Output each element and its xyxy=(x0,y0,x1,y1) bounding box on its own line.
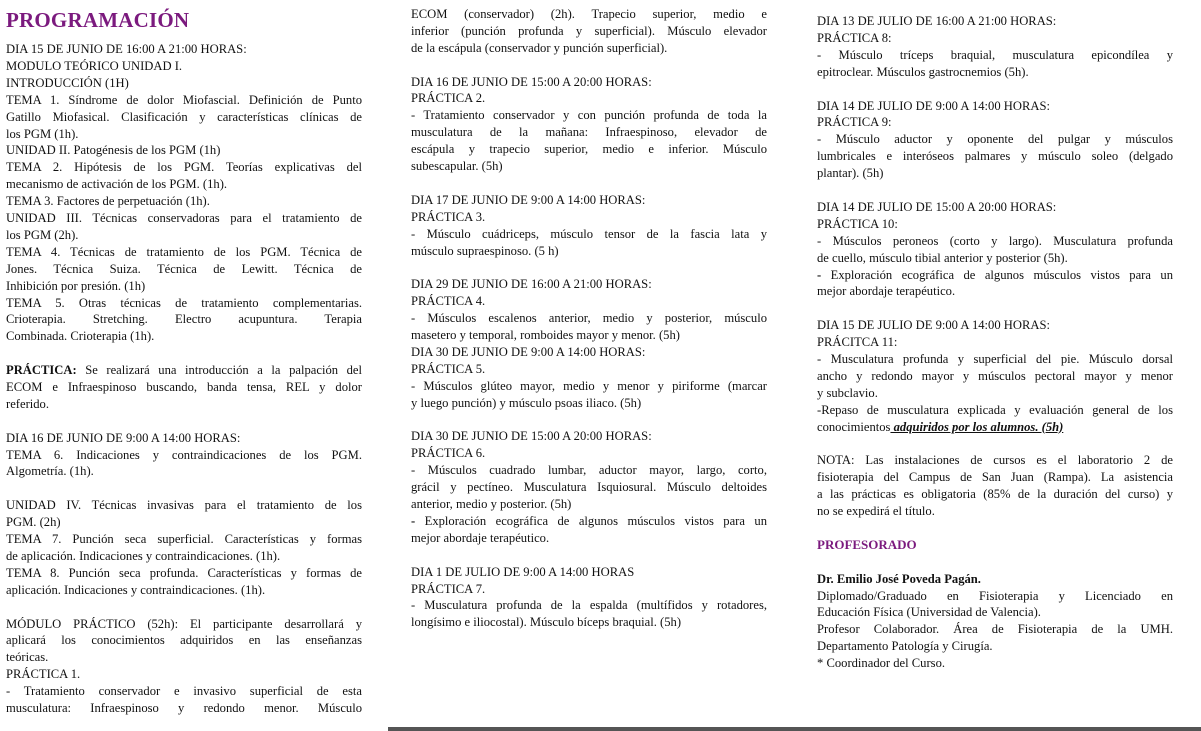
text-line: UNIDAD III. Técnicas conservadoras para el tratamiento de xyxy=(6,211,362,226)
text-line: y subclavio. xyxy=(817,385,878,400)
text-line: DIA 14 DE JULIO DE 15:00 A 20:00 HORAS: xyxy=(817,199,1057,214)
text-line: TEMA 5. Otras técnicas de tratamiento complementarias. xyxy=(6,295,362,310)
text-line: no se expedirá el título. xyxy=(817,504,935,519)
spacer xyxy=(817,554,1173,571)
spacer xyxy=(411,57,767,74)
text-line: TEMA 6. Indicaciones y contraindicaciones de los PGM. xyxy=(6,447,362,462)
text-line: conocimientos adquiridos por los alumnos. (5h) xyxy=(817,419,1064,434)
text-line: plantar). (5h) xyxy=(817,166,884,181)
spacer xyxy=(6,345,362,362)
text-line: a las prácticas es obligatoria (85% de la duración del curso) y xyxy=(817,487,1173,502)
text-line: PRÁCTICA 9: xyxy=(817,115,892,130)
spacer xyxy=(411,412,767,429)
text-line: PRÁCTICA 4. xyxy=(411,294,486,309)
text-line: - Tratamiento conservador e invasivo superficial de esta xyxy=(6,684,362,699)
text-line: INTRODUCCIÓN (1H) xyxy=(6,75,129,90)
text-line: TEMA 7. Punción seca superficial. Características y formas xyxy=(6,532,362,547)
text-line: - Musculatura profunda de la espalda (multífidos y rotadores, xyxy=(411,598,767,613)
text-line: músculo supraespinoso. (5 h) xyxy=(411,243,559,258)
text-line: MODULO TEÓRICO UNIDAD I. xyxy=(6,58,183,73)
text-line: teóricas. xyxy=(6,650,49,665)
text-line: musculatura: Infraespinoso y redondo menor. Músculo xyxy=(6,701,362,716)
spacer xyxy=(411,175,767,192)
text-line: - Exploración ecográfica de algunos músculos vistos para un xyxy=(817,267,1173,282)
text-line: subescapular. (5h) xyxy=(411,159,503,174)
text-line: masetero y temporal, romboides mayor y menor. (5h) xyxy=(411,328,680,343)
text-line: TEMA 1. Síndrome de dolor Miofascial. Definición de Punto xyxy=(6,92,362,107)
column-1 xyxy=(6,0,362,717)
text-line: - Músculo aductor y oponente del pulgar y músculos xyxy=(817,132,1173,147)
text-line: UNIDAD IV. Técnicas invasivas para el tratamiento de los xyxy=(6,498,362,513)
spacer xyxy=(817,435,1173,452)
text-line: TEMA 4. Técnicas de tratamiento de los PGM. Técnica de xyxy=(6,244,362,259)
text-line: PRÁCTICA 2. xyxy=(411,91,486,106)
text-line: DIA 29 DE JUNIO DE 16:00 A 21:00 HORAS: xyxy=(411,277,652,292)
text-line: DIA 30 DE JUNIO DE 9:00 A 14:00 HORAS: xyxy=(411,344,646,359)
bottom-divider xyxy=(388,727,1201,731)
text-line: MÓDULO PRÁCTICO (52h): El participante desarrollará y xyxy=(6,616,362,631)
text-line: PRÁCTICA 5. xyxy=(411,361,486,376)
text-line: Dr. Emilio José Poveda Pagán. xyxy=(817,571,981,586)
text-line: longísimo e iliocostal). Músculo bíceps braquial. (5h) xyxy=(411,615,682,630)
text-line: PRÁCTICA: Se realizará una introducción a la palpación del xyxy=(6,363,362,378)
text-line: TEMA 2. Hipótesis de los PGM. Teorías explicativas del xyxy=(6,160,362,175)
text-line: Jones. Técnica Suiza. Técnica de Lewitt. Técnica de xyxy=(6,261,362,276)
text-line: PRÁCTICA 6. xyxy=(411,446,486,461)
text-line: mejor abordaje terapéutico. xyxy=(411,530,550,545)
text-line: mecanismo de activación de los PGM. (1h). xyxy=(6,177,228,192)
spacer xyxy=(817,300,1173,317)
text-line: ancho y redondo mayor y músculos pectoral mayor y menor xyxy=(817,368,1173,383)
spacer xyxy=(817,81,1173,98)
text-line: - Músculos glúteo mayor, medio y menor y piriforme (marcar xyxy=(411,378,767,393)
text-line: TEMA 3. Factores de perpetuación (1h). xyxy=(6,194,210,209)
text-line: DIA 1 DE JULIO DE 9:00 A 14:00 HORAS xyxy=(411,564,635,579)
spacer xyxy=(411,259,767,276)
text-line: lumbricales e interóseos palmares y músculo soleo (delgado xyxy=(817,149,1173,164)
text-line: DIA 15 DE JUNIO DE 16:00 A 21:00 HORAS: xyxy=(6,42,247,56)
text-line: PGM. (2h) xyxy=(6,515,61,530)
text-line: Combinada. Crioterapia (1h). xyxy=(6,329,155,344)
spacer xyxy=(6,413,362,430)
text-line: musculatura de la mañana: Infraespinoso, elevador de xyxy=(411,125,767,140)
text-line: fisioterapia del Campus de San Juan (Rampa). La asistencia xyxy=(817,470,1173,485)
text-line: escápula y trapecio superior, medio e inferior. Músculo xyxy=(411,142,767,157)
spacer xyxy=(6,599,362,616)
section-heading: PROFESORADO xyxy=(817,536,917,552)
spacer xyxy=(817,520,1173,537)
text-line: PRÁCTICA 10: xyxy=(817,216,898,231)
column-2 xyxy=(411,6,767,631)
column-3-body xyxy=(817,13,1173,672)
text-line: -Repaso de musculatura explicada y evaluación general de los xyxy=(817,402,1173,417)
text-line: grácil y pectíneo. Musculatura Isquiosural. Músculo deltoides xyxy=(411,480,767,495)
text-line: - Músculo cuádriceps, músculo tensor de la fascia lata y xyxy=(411,226,767,241)
text-line: epitroclear. Músculos gastrocnemios (5h). xyxy=(817,64,1029,79)
text-line: Profesor Colaborador. Área de Fisioterapia de la UMH. xyxy=(817,622,1173,637)
text-line: y luego punción) y músculo psoas iliaco. (5h) xyxy=(411,395,642,410)
text-line: DIA 30 DE JUNIO DE 15:00 A 20:00 HORAS: xyxy=(411,429,652,444)
text-line: PRÁCTICA 8: xyxy=(817,30,892,45)
text-line: PRÁCTICA 7. xyxy=(411,581,486,596)
text-line: Gatillo Miofasical. Clasificación y características clínicas de xyxy=(6,109,362,124)
spacer xyxy=(411,547,767,564)
spacer xyxy=(817,182,1173,199)
text-line: de aplicación. Indicaciones y contraindicaciones. (1h). xyxy=(6,548,281,563)
column-3 xyxy=(817,13,1173,672)
text-line: - Músculos escalenos anterior, medio y posterior, músculo xyxy=(411,311,767,326)
text-line: aplicará los conocimientos adquiridos en las enseñanzas xyxy=(6,633,362,648)
text-line: Algometría. (1h). xyxy=(6,464,94,479)
text-line: aplicación. Indicaciones y contraindicaciones. (1h). xyxy=(6,582,266,597)
text-line: Educación Física (Universidad de Valencia). xyxy=(817,605,1041,620)
text-line: PRÁCITCA 11: xyxy=(817,335,898,350)
text-line: los PGM (1h). xyxy=(6,126,79,141)
spacer xyxy=(6,480,362,497)
text-line: * Coordinador del Curso. xyxy=(817,656,946,671)
text-line: de cuello, músculo tibial anterior y posterior (5h). xyxy=(817,250,1068,265)
text-line: DIA 17 DE JUNIO DE 9:00 A 14:00 HORAS: xyxy=(411,192,646,207)
text-line: de la escápula (conservador y punción superficial). xyxy=(411,40,668,55)
text-line: DIA 14 DE JULIO DE 9:00 A 14:00 HORAS: xyxy=(817,98,1050,113)
text-line: inferior (punción profunda y superficial). Músculo elevador xyxy=(411,23,767,38)
text-line: Departamento Patología y Cirugía. xyxy=(817,639,993,654)
text-line: DIA 16 DE JUNIO DE 9:00 A 14:00 HORAS: xyxy=(6,430,241,445)
text-line: NOTA: Las instalaciones de cursos es el laboratorio 2 de xyxy=(817,453,1173,468)
column-2-body xyxy=(411,6,767,631)
text-line: DIA 13 DE JULIO DE 16:00 A 21:00 HORAS: xyxy=(817,14,1057,28)
text-line: UNIDAD II. Patogénesis de los PGM (1h) xyxy=(6,143,221,158)
text-line: - Exploración ecográfica de algunos músculos vistos para un xyxy=(411,513,767,528)
text-line: - Músculos cuadrado lumbar, aductor mayor, largo, corto, xyxy=(411,463,767,478)
text-line: ECOM (conservador) (2h). Trapecio superior, medio e xyxy=(411,7,767,21)
column-1-body xyxy=(6,41,362,717)
text-line: DIA 15 DE JULIO DE 9:00 A 14:00 HORAS: xyxy=(817,318,1050,333)
text-line: TEMA 8. Punción seca profunda. Características y formas de xyxy=(6,565,362,580)
text-line: ECOM e Infraespinoso buscando, banda tensa, REL y dolor xyxy=(6,379,362,394)
page-title: PROGRAMACIÓN xyxy=(6,8,190,32)
text-line: anterior, medio y posterior. (5h) xyxy=(411,497,572,512)
text-line: DIA 16 DE JUNIO DE 15:00 A 20:00 HORAS: xyxy=(411,74,652,89)
text-line: PRÁCTICA 3. xyxy=(411,209,486,224)
text-line: Crioterapia. Stretching. Electro acupuntura. Terapia xyxy=(6,312,362,327)
text-line: PRÁCTICA 1. xyxy=(6,667,81,682)
emphasis-text: adquiridos por los alumnos. (5h) xyxy=(890,419,1064,434)
text-line: mejor abordaje terapéutico. xyxy=(817,284,956,299)
text-line: referido. xyxy=(6,396,50,411)
text-line: Diplomado/Graduado en Fisioterapia y Licenciado en xyxy=(817,588,1173,603)
text-line: - Músculo tríceps braquial, musculatura epicondílea y xyxy=(817,47,1173,62)
text-line: - Tratamiento conservador y con punción profunda de toda la xyxy=(411,108,767,123)
text-line: los PGM (2h). xyxy=(6,227,79,242)
text-line: - Musculatura profunda y superficial del pie. Músculo dorsal xyxy=(817,352,1173,366)
text-line: - Músculos peroneos (corto y largo). Musculatura profunda xyxy=(817,233,1173,248)
text-line: Inhibición por presión. (1h) xyxy=(6,278,146,293)
